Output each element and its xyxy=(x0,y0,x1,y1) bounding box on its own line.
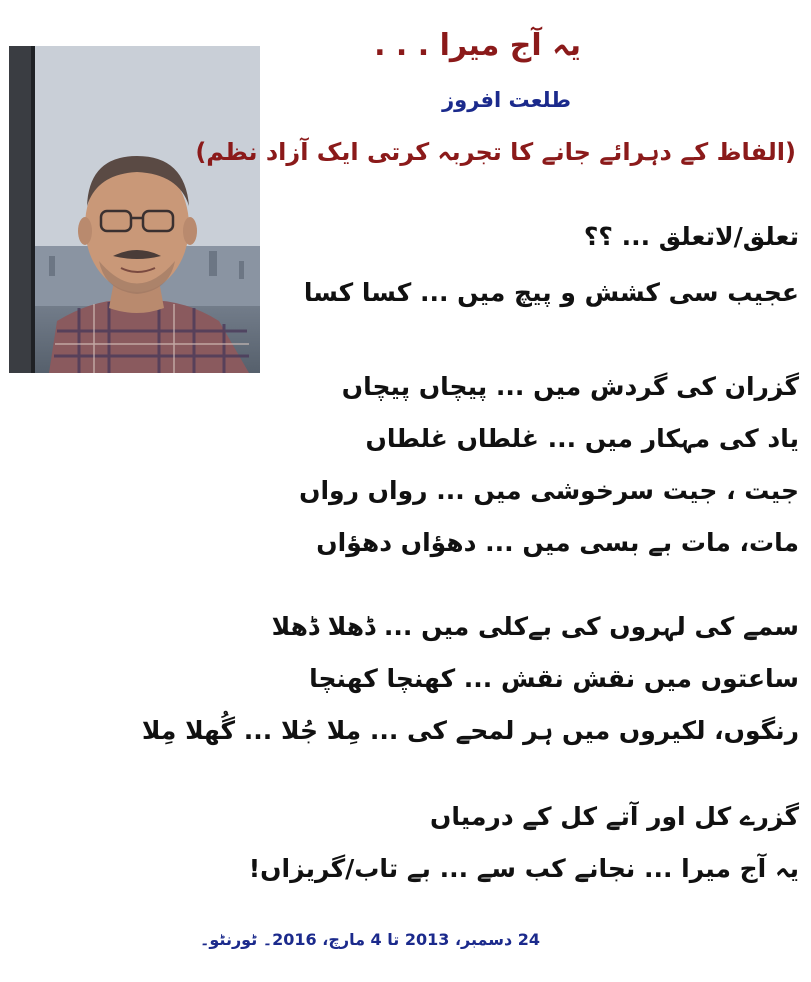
poem-line: تعلق/لاتعلق ... ؟؟ xyxy=(583,222,799,251)
poem-line: عجیب سی کشش و پیچ میں ... کسا کسا xyxy=(303,278,799,307)
poem-line: ساعتوں میں نقش نقش ... کھنچا کھنچا xyxy=(309,664,799,693)
poem-line: جیت ، جیت سرخوشی میں ... رواں رواں xyxy=(299,476,799,505)
poem-line: یہ آج میرا ... نجانے کب سے ... بے تاب/گریزاں! xyxy=(248,854,799,883)
author-photo xyxy=(9,46,260,373)
date-place: 24 دسمبر، 2013 تا 4 مارچ، 2016۔ ٹورنٹو۔ xyxy=(200,930,541,949)
poem-line: گزرے کل اور آتے کل کے درمیاں xyxy=(430,802,799,831)
poem-subtitle: (الفاظ کے دہرائے جانے کا تجربہ کرتی ایک آزاد نظم) xyxy=(195,138,796,166)
poem-line: یاد کی مہکار میں ... غلطاں غلطاں xyxy=(365,424,799,453)
poem-line: مات، مات بے بسی میں ... دھؤاں دھؤاں xyxy=(316,528,799,557)
poem-line: رنگوں، لکیروں میں ہر لمحے کی ... مِلا جُلا ... گُھلا مِلا xyxy=(141,716,799,745)
author-name: طلعت افروز xyxy=(442,88,571,112)
poem-line: گزران کی گردش میں ... پیچاں پیچاں xyxy=(341,372,799,401)
poem-title: یہ آج میرا . . . xyxy=(374,28,581,63)
poem-line: سمے کی لہروں کی بےکلی میں ... ڈھلا ڈھلا xyxy=(271,612,799,641)
